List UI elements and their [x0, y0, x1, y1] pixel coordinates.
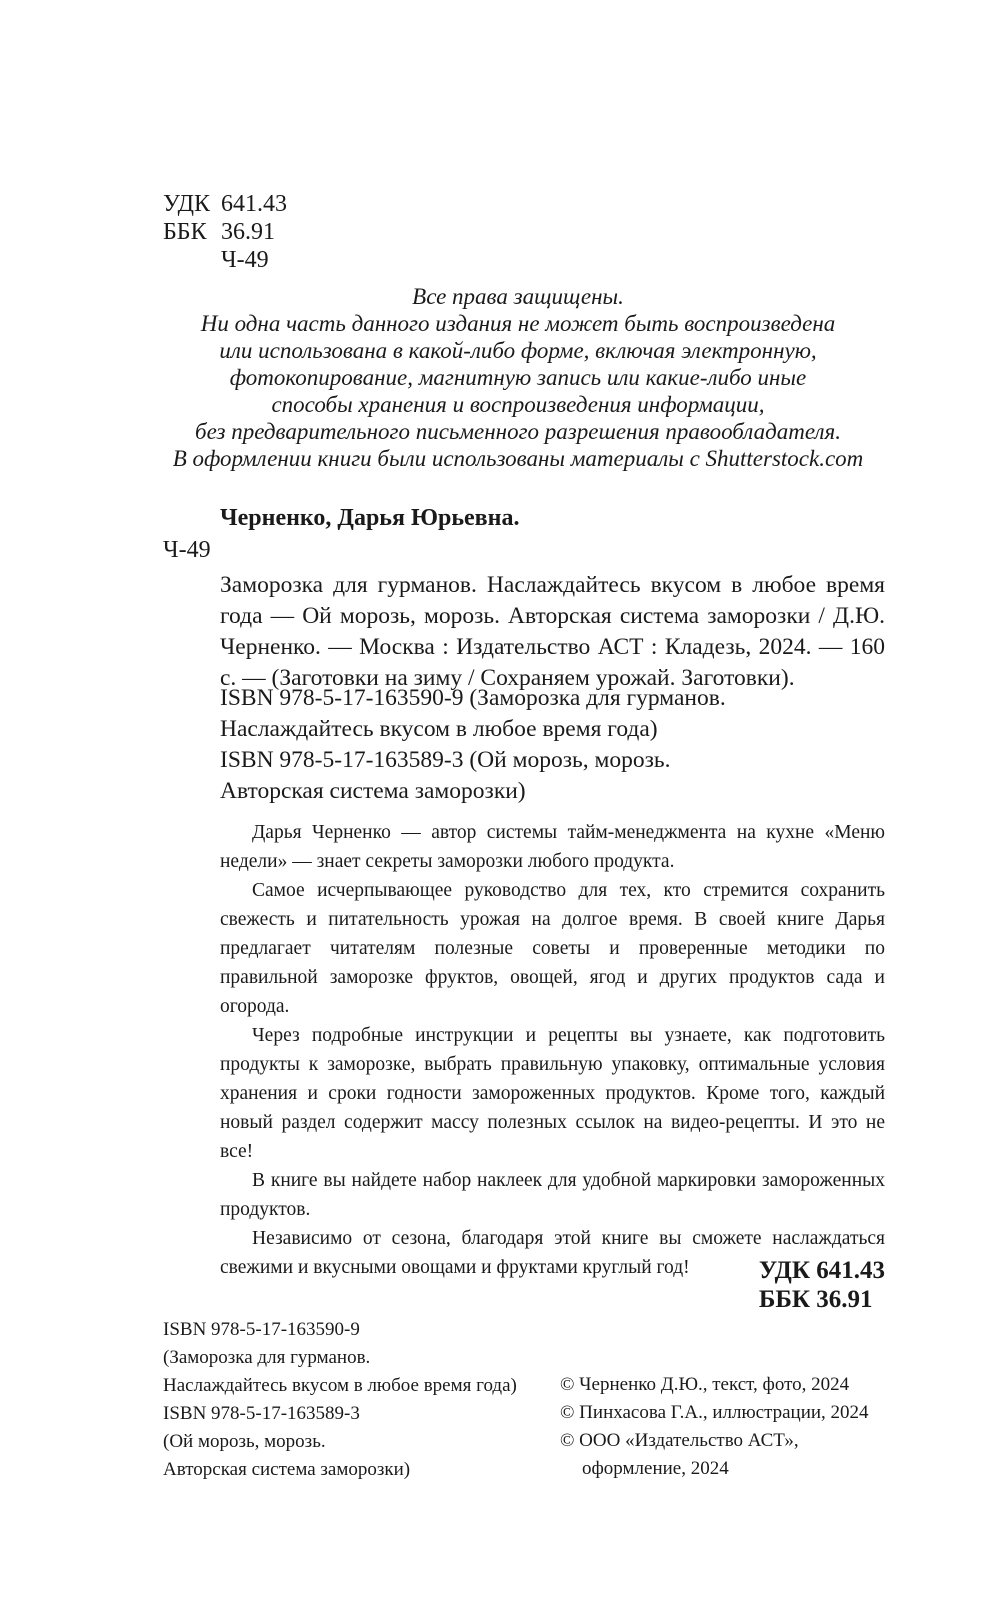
bibliographic-description — [220, 530, 885, 694]
rights-line: В оформлении книги были использованы материалы с Shutterstock.com — [172, 446, 864, 471]
bibliographic-cutter: Ч-49 — [163, 537, 211, 563]
annotation-paragraph: Самое исчерпывающее руководство для тех, кто стремится сохранить свежесть и питательность урожая на долгое время. В своей книге Дарья предлагает читателям полезные советы и проверенные методики по правильной заморозке фруктов, овощей, ягод и других продуктов сада и огорода. — [220, 880, 885, 1017]
rights-line: Ни одна часть данного издания не может быть воспроизведена — [200, 311, 836, 336]
udk-label: УДК — [163, 191, 210, 217]
copyright-line: © Черненко Д.Ю., текст, фото, 2024 — [560, 1374, 850, 1395]
isbn-footer-line: Авторская система заморозки) — [163, 1459, 411, 1480]
annotation-paragraph: Через подробные инструкции и рецепты вы узнаете, как подготовить продукты к заморозке, выбрать правильную упаковку, оптимальные условия хранения и сроки годности замороженных продуктов. Кроме того, каждый новый раздел содержит массу полезных ссылок на видео-рецепты. И это не все! — [220, 1025, 885, 1162]
annotation-paragraph: Независимо от сезона, благодаря этой книге вы сможете наслаждаться свежими и вкусными овощами и фруктами круглый год! — [220, 1228, 885, 1278]
bbk-row — [163, 218, 287, 246]
rights-line: без предварительного письменного разрешения правообладателя. — [195, 419, 841, 444]
header-codes — [163, 190, 287, 274]
bbk-value: 36.91 — [221, 219, 275, 245]
author-heading: Черненко, Дарья Юрьевна. — [220, 505, 520, 531]
rights-notice — [160, 283, 876, 472]
isbn-footer-line: (Заморозка для гурманов. — [163, 1347, 371, 1368]
annotation-paragraph: В книге вы найдете набор наклеек для удобной маркировки замороженных продуктов. — [220, 1170, 885, 1220]
isbn-line: Авторская система заморозки) — [220, 778, 526, 804]
isbn-line: Наслаждайтесь вкусом в любое время года) — [220, 716, 658, 742]
isbn-footer-line: (Ой морозь, морозь. — [163, 1431, 326, 1452]
rights-line: фотокопирование, магнитную запись или какие-либо иные — [229, 365, 807, 390]
udk-code: УДК 641.43 — [758, 1257, 885, 1284]
rights-line: или использована в какой-либо форме, включая электронную, — [219, 338, 817, 363]
isbn-footer-line: Наслаждайтесь вкусом в любое время года) — [163, 1375, 517, 1396]
copyright-line: © ООО «Издательство АСТ», — [560, 1430, 799, 1451]
isbn-line: ISBN 978-5-17-163590-9 (Заморозка для гурманов. — [220, 685, 726, 711]
rights-line: Все права защищены. — [412, 284, 624, 309]
bbk-label: ББК — [163, 219, 207, 245]
isbn-line: ISBN 978-5-17-163589-3 (Ой морозь, морозь. — [220, 747, 671, 773]
udk-value: 641.43 — [221, 191, 287, 217]
udk-row — [163, 190, 287, 218]
isbn-footer — [163, 1316, 517, 1484]
classification-codes — [759, 1256, 885, 1314]
isbn-footer-line: ISBN 978-5-17-163589-3 — [163, 1403, 360, 1424]
isbn-block — [220, 683, 726, 807]
isbn-footer-line: ISBN 978-5-17-163590-9 — [163, 1319, 360, 1340]
annotation-paragraph: Дарья Черненко — автор системы тайм-менеджмента на кухне «Меню недели» — знает секреты заморозки любого продукта. — [220, 822, 885, 872]
annotation — [220, 818, 885, 1282]
bbk-code: ББК 36.91 — [758, 1286, 873, 1313]
copyright-line: © Пинхасова Г.А., иллюстрации, 2024 — [560, 1402, 869, 1423]
copyright-block — [560, 1371, 869, 1483]
description-text: Заморозка для гурманов. Наслаждайтесь вкусом в любое время года — Ой морозь, морозь. Авторская система заморозки / Д.Ю. Черненко. — Москва : Издательство АСТ : Кладезь, 2024. — 160 с. — (Заготовки на зиму / Сохраняем урожай. Заготовки). — [220, 572, 885, 691]
rights-line: способы хранения и воспроизведения информации, — [271, 392, 765, 417]
copyright-line: оформление, 2024 — [582, 1458, 729, 1479]
cutter-code: Ч-49 — [221, 247, 269, 273]
